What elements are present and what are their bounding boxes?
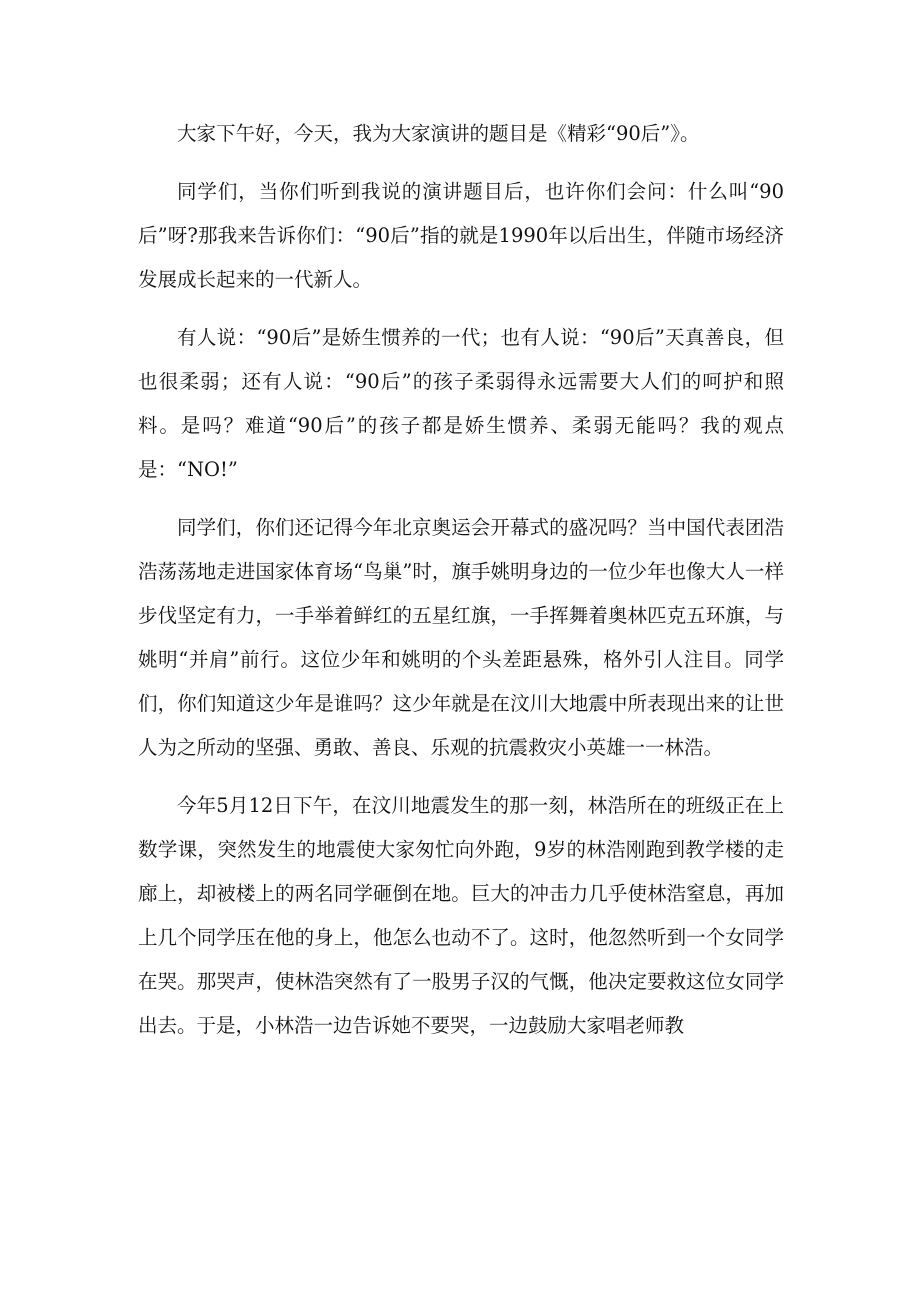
paragraph-definition: 同学们，当你们听到我说的演讲题目后，也许你们会问：什么叫“90后”呀?那我来告诉你们：“90后”指的就是1990年以后出生，伴随市场经济发展成长起来的一代新人。 (138, 180, 784, 291)
paragraph-earthquake: 今年5月12日下午，在汶川地震发生的那一刻，林浩所在的班级正在上数学课，突然发生的地震使大家匆忙向外跑，9岁的林浩刚跑到教学楼的走廊上，却被楼上的两名同学砸倒在地。巨大的冲击力几乎使林浩窒息，再加上几个同学压在他的身上，他怎么也动不了。这时，他忽然听到一个女同学在哭。那哭声，使林浩突然有了一股男子汉的气慨，他决定要救这位女同学出去。于是，小林浩一边告诉她不要哭，一边鼓励大家唱老师教 (138, 794, 784, 1037)
paragraph-opinions: 有人说：“90后”是娇生惯养的一代；也有人说：“90后”天真善良，但也很柔弱；还有人说：“90后”的孩子柔弱得永远需要大人们的呵护和照料。是吗？难道“90后”的孩子都是娇生惯养、柔弱无能吗？我的观点是：“NO!” (138, 326, 784, 481)
paragraph-olympics: 同学们，你们还记得今年北京奥运会开幕式的盛况吗？当中国代表团浩浩荡荡地走进国家体育场“鸟巢”时，旗手姚明身边的一位少年也像大人一样步伐坚定有力，一手举着鲜红的五星红旗，一手挥舞着奥林匹克五环旗，与姚明“并肩”前行。这位少年和姚明的个头差距悬殊，格外引人注目。同学们，你们知道这少年是谁吗？这少年就是在汶川大地震中所表现出来的让世人为之所动的坚强、勇敢、善良、乐观的抗震救灾小英雄一一林浩。 (138, 516, 784, 759)
paragraph-greeting: 大家下午好，今天，我为大家演讲的题目是《精彩“90后”》。 (177, 122, 700, 145)
document-page (138, 112, 784, 1062)
